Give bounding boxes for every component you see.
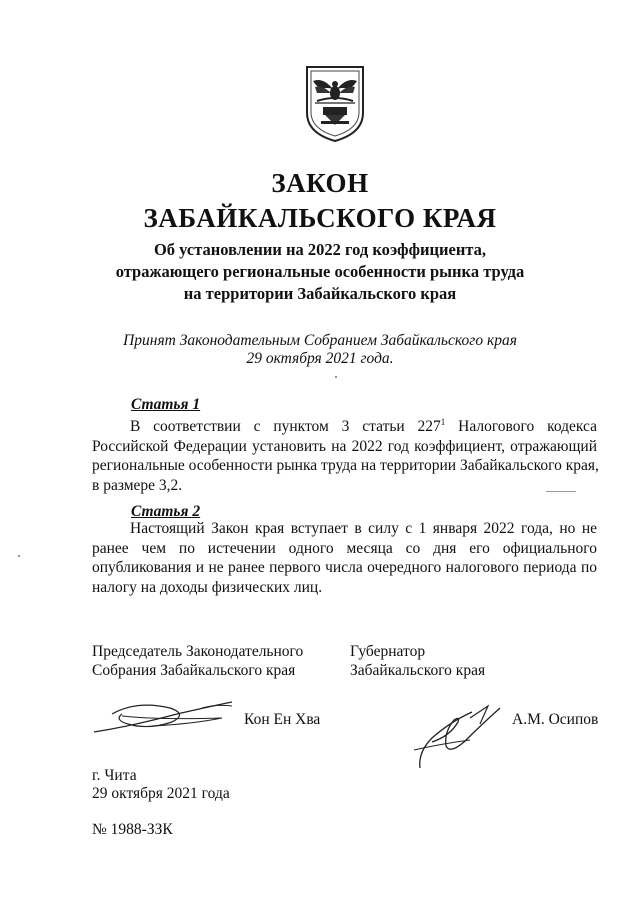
signing-city: г. Чита [92, 767, 137, 784]
region-title: ЗАБАЙКАЛЬСКОГО КРАЯ [143, 203, 497, 233]
article-1-line-4: в размере 3,2. [92, 476, 183, 494]
article-1-line-2: Российской Федерации установить на 2022 год коэффициент, отражающий [92, 437, 597, 455]
superscript-1: 1 [440, 417, 446, 427]
governor-title-line-1: Губернатор [350, 643, 426, 660]
law-number: № 1988-ЗЗК [92, 821, 173, 838]
governor-signature-icon [410, 702, 510, 772]
scan-dot [335, 376, 337, 378]
article-2-line-1: Настоящий Закон края вступает в силу с 1 января 2022 года, но не [130, 520, 597, 537]
article-1-text [92, 413, 597, 495]
adopted-date-line: 29 октября 2021 года. [246, 350, 394, 367]
law-subtitle-line-1: Об установлении на 2022 год коэффициента, [153, 240, 487, 259]
coat-of-arms-icon [303, 63, 367, 143]
adopted-by-line: Принят Законодательным Собранием Забайкальского края [123, 332, 517, 349]
article-1-heading: Статья 1 [131, 396, 201, 413]
governor-title-line-2: Забайкальского края [350, 662, 486, 679]
signing-date: 29 октября 2021 года [92, 785, 230, 802]
article-2-text [92, 519, 597, 597]
law-subtitle-line-3: на территории Забайкальского края [183, 284, 457, 303]
chairman-signature-icon [92, 696, 237, 736]
article-2-heading: Статья 2 [131, 503, 201, 520]
chairman-title-line-2: Собрания Забайкальского края [92, 662, 296, 679]
law-subtitle-line-2: отражающего региональные особенности рынка труда [115, 262, 525, 281]
article-1-line-1: В соответствии с пунктом 3 статьи $227^1$ Налогового кодекса [130, 417, 597, 435]
chairman-name: Кон Ен Хва [244, 711, 321, 728]
scan-mark [546, 491, 576, 492]
article-1-line-3: региональные особенности рынка труда на территории Забайкальского края, [92, 457, 599, 475]
scan-dot [18, 555, 20, 557]
article-2-line-3: опубликования и не ранее первого числа очередного налогового периода по [92, 559, 597, 577]
article-2-line-4: налогу на доходы физических лиц. [92, 578, 323, 596]
governor-name: А.М. Осипов [512, 711, 599, 728]
law-title: ЗАКОН [271, 168, 369, 198]
article-2-line-2: ранее чем по истечении одного месяца со дня его официального [92, 539, 597, 557]
chairman-title-line-1: Председатель Законодательного [92, 643, 304, 660]
